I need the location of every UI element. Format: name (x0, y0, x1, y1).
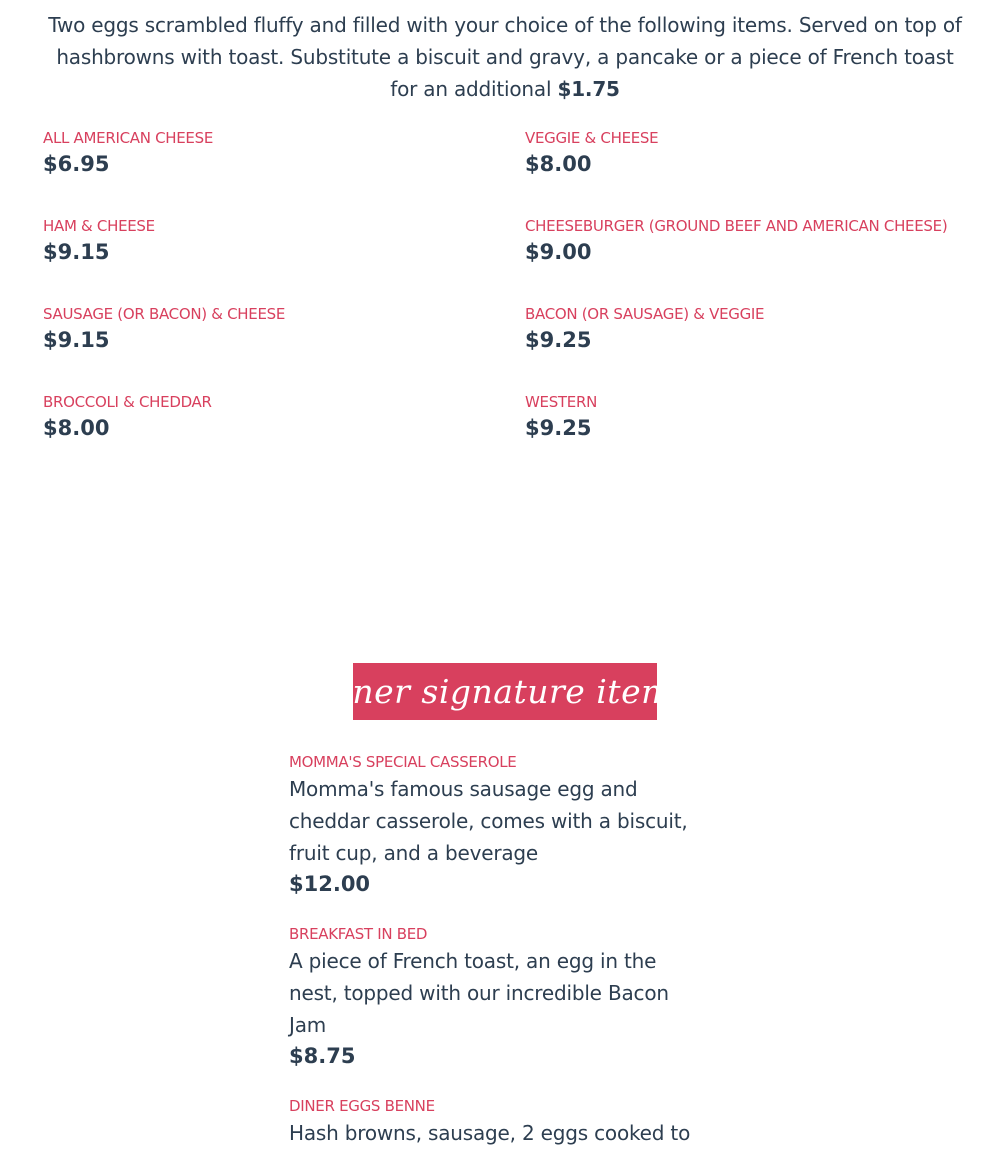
menu-item-name: HAM & CHEESE (43, 217, 155, 235)
menu-item (43, 127, 525, 215)
menu-item-price: $9.15 (43, 328, 110, 352)
section-heading-signature: diner signature items (353, 663, 657, 720)
menu-item-name: VEGGIE & CHEESE (525, 129, 659, 147)
signature-item-description: Momma's famous sausage egg and cheddar casserole, comes with a biscuit, fruit cup, and a beverage (289, 777, 688, 865)
menu-item (525, 127, 963, 215)
menu-item (43, 303, 525, 391)
menu-item-name: WESTERN (525, 393, 598, 411)
signature-item-name: MOMMA'S SPECIAL CASSEROLE (289, 753, 517, 771)
omelet-description (40, 9, 970, 105)
menu-item-price: $9.15 (43, 240, 110, 264)
menu-item-name: ALL AMERICAN CHEESE (43, 129, 214, 147)
omelet-description-text: Two eggs scrambled fluffy and filled with your choice of the following items. Served on top of hashbrowns with toast. Substitute a biscuit and gravy, a pancake or a piece of French toast for an additional (48, 13, 962, 101)
signature-item-price: $8.75 (289, 1044, 356, 1068)
signature-item-name: DINER EGGS BENNE (289, 1097, 435, 1115)
signature-item-description: A piece of French toast, an egg in the nest, topped with our incredible Bacon Jam (289, 949, 669, 1037)
signature-items-list (289, 751, 709, 1173)
menu-item-price: $8.00 (43, 416, 110, 440)
menu-item (525, 391, 963, 479)
menu-item (43, 391, 525, 479)
signature-item-description: Hash browns, sausage, 2 eggs cooked to (289, 1121, 691, 1145)
signature-item (289, 1095, 709, 1149)
menu-item-price: $9.25 (525, 416, 592, 440)
menu-item (43, 215, 525, 303)
menu-item-price: $8.00 (525, 152, 592, 176)
menu-item (525, 303, 963, 391)
omelet-substitute-price: $1.75 (557, 77, 620, 101)
omelet-menu-grid (43, 127, 963, 479)
menu-item-price: $9.25 (525, 328, 592, 352)
signature-item (289, 923, 709, 1071)
menu-item-name: BROCCOLI & CHEDDAR (43, 393, 212, 411)
menu-item-name: CHEESEBURGER (GROUND BEEF AND AMERICAN CHEESE) (525, 217, 948, 235)
signature-item (289, 751, 709, 899)
menu-item-name: SAUSAGE (OR BACON) & CHEESE (43, 305, 286, 323)
signature-item-name: BREAKFAST IN BED (289, 925, 428, 943)
menu-item-price: $6.95 (43, 152, 110, 176)
menu-item (525, 215, 963, 303)
menu-item-price: $9.00 (525, 240, 592, 264)
menu-item-name: BACON (OR SAUSAGE) & VEGGIE (525, 305, 765, 323)
signature-item-price: $12.00 (289, 872, 371, 896)
